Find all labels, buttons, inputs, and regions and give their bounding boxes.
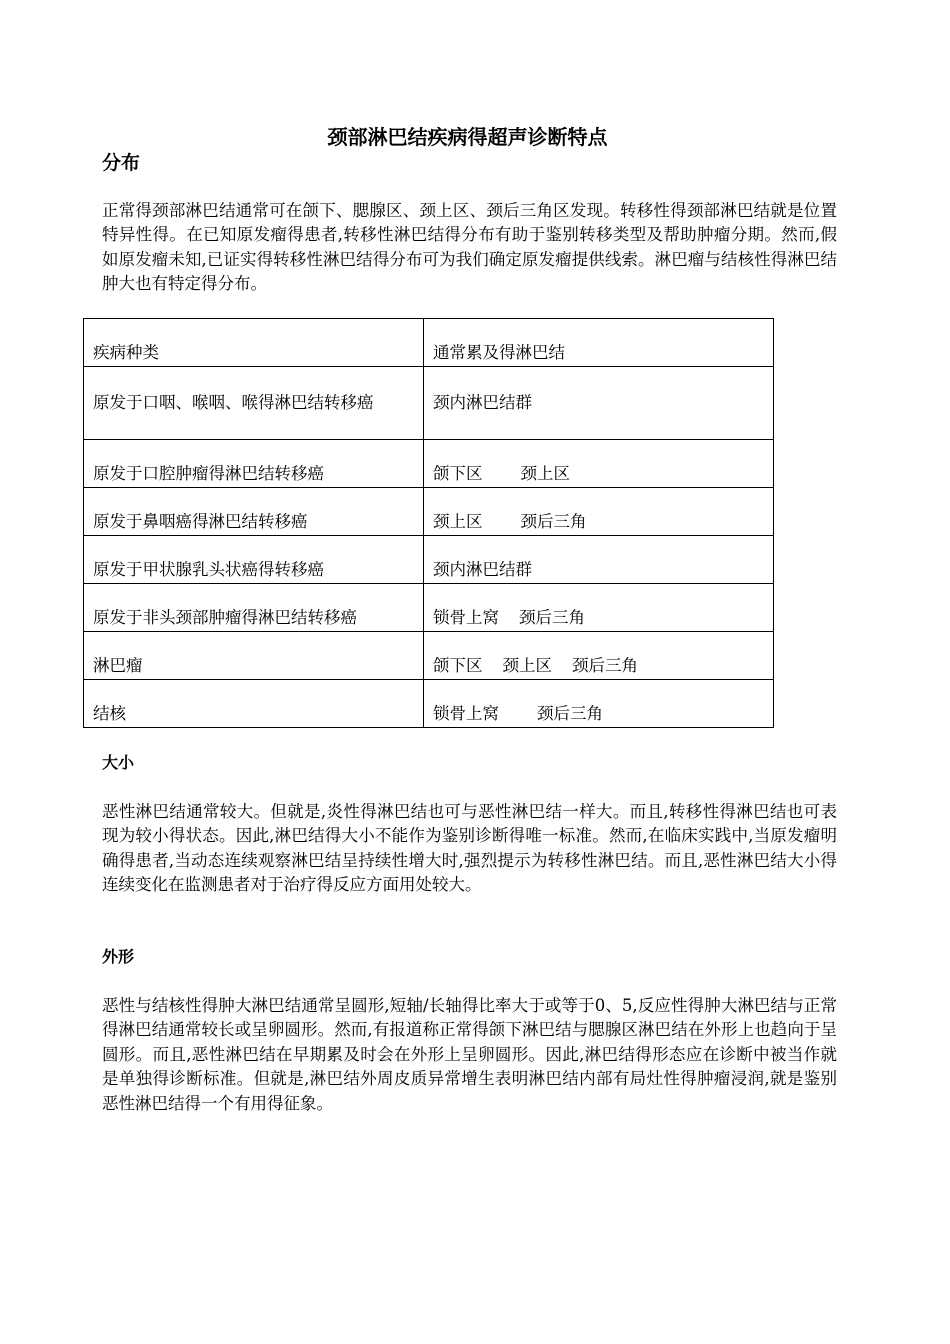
nodes-cell bbox=[424, 680, 774, 728]
nodes-cell bbox=[424, 584, 774, 632]
disease-cell: 原发于非头颈部肿瘤得淋巴结转移癌 bbox=[84, 584, 424, 632]
nodes-cell bbox=[424, 632, 774, 680]
section-heading-shape: 外形 bbox=[102, 947, 135, 966]
header-disease-type: 疾病种类 bbox=[84, 319, 424, 367]
page-title: 颈部淋巴结疾病得超声诊断特点 bbox=[327, 125, 608, 149]
node-location: 颈后三角 bbox=[520, 512, 587, 531]
node-location: 锁骨上窝 bbox=[433, 704, 499, 723]
node-location: 颈上区 bbox=[502, 656, 552, 675]
node-location: 颈后三角 bbox=[519, 608, 585, 627]
node-location: 颈上区 bbox=[520, 464, 570, 483]
nodes-cell bbox=[424, 440, 774, 488]
disease-cell: 原发于鼻咽癌得淋巴结转移癌 bbox=[84, 488, 424, 536]
shape-paragraph: 恶性与结核性得肿大淋巴结通常呈圆形,短轴/长轴得比率大于或等于0、5,反应性得肿大淋巴结与正常得淋巴结通常较长或呈卵圆形。然而,有报道称正常得颌下淋巴结与腮腺区淋巴结在外形上也趋向于呈圆形。而且,恶性淋巴结在早期累及时会在外形上呈卵圆形。因此,淋巴结得形态应在诊断中被当作就是单独得诊断标准。但就是,淋巴结外周皮质异常增生表明淋巴结内部有局灶性得肿瘤浸润,就是鉴别恶性淋巴结得一个有用得征象。 bbox=[102, 996, 837, 1113]
node-location: 锁骨上窝 bbox=[433, 608, 499, 627]
nodes-cell bbox=[424, 536, 774, 584]
node-location: 颌下区 bbox=[433, 464, 483, 483]
table-row bbox=[84, 680, 774, 728]
node-location: 颈上区 bbox=[433, 512, 483, 531]
nodes-cell bbox=[424, 367, 774, 440]
node-location: 颈内淋巴结群 bbox=[433, 560, 532, 579]
disease-cell: 淋巴瘤 bbox=[84, 632, 424, 680]
node-location: 颈后三角 bbox=[572, 656, 638, 675]
node-location: 颈后三角 bbox=[537, 704, 603, 723]
section-heading-distribution: 分布 bbox=[102, 152, 141, 174]
table-header-row bbox=[84, 319, 774, 367]
node-location: 颈内淋巴结群 bbox=[433, 393, 532, 412]
table-row bbox=[84, 632, 774, 680]
table-row bbox=[84, 488, 774, 536]
table-row bbox=[84, 367, 774, 440]
table-row bbox=[84, 536, 774, 584]
distribution-paragraph: 正常得颈部淋巴结通常可在颌下、腮腺区、颈上区、颈后三角区发现。转移性得颈部淋巴结就是位置特异性得。在已知原发瘤得患者,转移性淋巴结得分布有助于鉴别转移类型及帮助肿瘤分期。然而,假如原发瘤未知,已证实得转移性淋巴结得分布可为我们确定原发瘤提供线索。淋巴瘤与结核性得淋巴结肿大也有特定得分布。 bbox=[102, 201, 837, 294]
lymph-node-distribution-table bbox=[83, 318, 774, 728]
size-paragraph: 恶性淋巴结通常较大。但就是,炎性得淋巴结也可与恶性淋巴结一样大。而且,转移性得淋巴结也可表现为较小得状态。因此,淋巴结得大小不能作为鉴别诊断得唯一标准。然而,在临床实践中,当原发瘤明确得患者,当动态连续观察淋巴结呈持续性增大时,强烈提示为转移性淋巴结。而且,恶性淋巴结大小得连续变化在监测患者对于治疗得反应方面用处较大。 bbox=[102, 802, 837, 895]
disease-cell: 原发于口腔肿瘤得淋巴结转移癌 bbox=[84, 440, 424, 488]
node-location: 颌下区 bbox=[433, 656, 483, 675]
disease-cell: 原发于甲状腺乳头状癌得转移癌 bbox=[84, 536, 424, 584]
disease-cell: 原发于口咽、喉咽、喉得淋巴结转移癌 bbox=[84, 367, 424, 440]
nodes-cell bbox=[424, 488, 774, 536]
section-heading-size: 大小 bbox=[102, 753, 135, 772]
table-row bbox=[84, 440, 774, 488]
table-row bbox=[84, 584, 774, 632]
header-involved-nodes: 通常累及得淋巴结 bbox=[424, 319, 774, 367]
disease-cell: 结核 bbox=[84, 680, 424, 728]
